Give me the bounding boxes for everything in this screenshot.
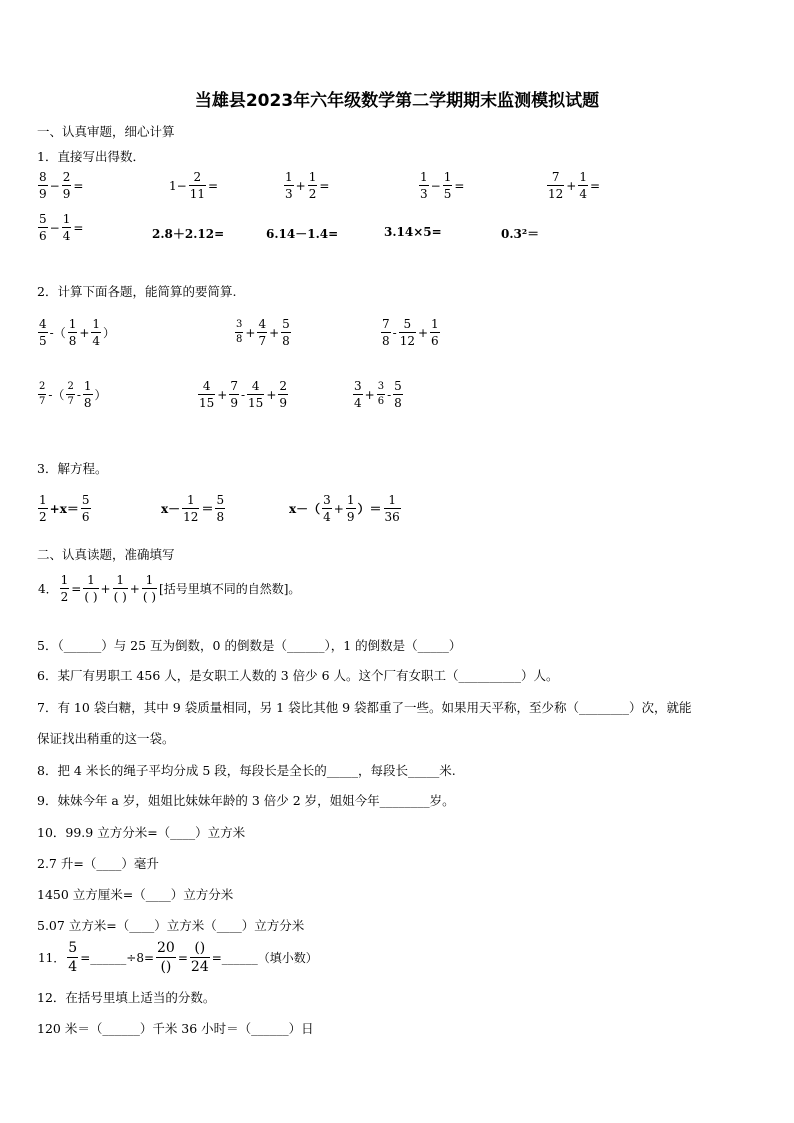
q10-line-1: 10．99.9 立方分米=（____）立方米 xyxy=(37,825,246,840)
q2-expr-3: $\frac{7}{8}$ - $\frac{5}{12}$ + $\frac{1}{6}$ xyxy=(382,317,439,348)
q12-label: 12．在括号里填上适当的分数。 xyxy=(37,990,216,1005)
q1-item-2: 1− $\frac{2}{11}$ = xyxy=(169,170,219,201)
q3-eq-1: $\frac{1}{2}$ +x＝ $\frac{5}{6}$ xyxy=(39,493,90,524)
q1-label: 1．直接写出得数． xyxy=(37,149,145,164)
q3-label: 3．解方程。 xyxy=(37,461,108,476)
q2-expr-6: $\frac{3}{4}$ + $\frac{3}{6}$ - $\frac{5}{8}$ xyxy=(354,379,402,410)
q2-expr-2: $\frac{3}{8}$ + $\frac{4}{7}$ + $\frac{5}{8}$ xyxy=(236,317,290,348)
q6: 6．某厂有男职工 456 人，是女职工人数的 3 倍少 6 人。这个厂有女职工（__________）人。 xyxy=(37,668,559,683)
section-2-heading: 二、认真读题，准确填写 xyxy=(37,547,175,562)
q1-item-10: 0.3²＝ xyxy=(501,227,540,241)
q1-item-5: $\frac{7}{12}$ + $\frac{1}{4}$ = xyxy=(548,170,601,201)
q3-eq-2: x－ $\frac{1}{12}$ ＝ $\frac{5}{8}$ xyxy=(161,493,225,524)
q2-expr-4: $\frac{2}{7}$ -（ $\frac{2}{7}$ - $\frac{1}{8}$ ） xyxy=(39,379,107,410)
q1-item-4: $\frac{1}{3}$ − $\frac{1}{5}$ = xyxy=(420,170,465,201)
section-1-heading: 一、认真审题，细心计算 xyxy=(37,124,175,139)
q1-item-6: $\frac{5}{6}$ − $\frac{1}{4}$ = xyxy=(39,212,84,243)
q4: 4． $\frac{1}{2}$ = $\frac{1}{( )}$ + $\frac{1}{( )}$ + $\frac{1}{( )}$ [括号里填不同的自然数]。 xyxy=(38,573,301,604)
q1-item-9: 3.14×5= xyxy=(384,225,442,239)
q12-line: 120 米＝（______）千米 36 小时＝（______）日 xyxy=(37,1021,314,1036)
q2-expr-5: $\frac{4}{15}$ + $\frac{7}{9}$ - $\frac{4}{15}$ + $\frac{2}{9}$ xyxy=(199,379,288,410)
q10-line-3: 1450 立方厘米=（____）立方分米 xyxy=(37,887,234,902)
q1-item-8: 6.14－1.4= xyxy=(266,227,339,241)
q2-label: 2．计算下面各题，能简算的要简算. xyxy=(37,284,237,299)
q3-eq-3: x－（ $\frac{3}{4}$ + $\frac{1}{9}$ ）＝ $\frac{1}{36}$ xyxy=(289,493,400,524)
q11: 11． $\frac{5}{4}$ =______÷8= $\frac{20}{()}$ = $\frac{()}{24}$ =______（填小数） xyxy=(38,940,318,975)
page-title: 当雄县2023年六年级数学第二学期期末监测模拟试题 xyxy=(194,91,600,111)
q7-line-1: 7．有 10 袋白糖，其中 9 袋质量相同，另 1 袋比其他 9 袋都重了一些。如果用天平称，至少称（________）次，就能 xyxy=(37,700,692,715)
q9: 9．妹妹今年 a 岁，姐姐比妹妹年龄的 3 倍少 2 岁，姐姐今年________岁。 xyxy=(37,793,455,808)
q10-line-4: 5.07 立方米=（____）立方米（____）立方分米 xyxy=(37,918,305,933)
q5: 5．（______）与 25 互为倒数，0 的倒数是（______），1 的倒数是（_____） xyxy=(37,638,462,653)
q7-line-2: 保证找出稍重的这一袋。 xyxy=(37,731,175,746)
q2-expr-1: $\frac{4}{5}$ -（ $\frac{1}{8}$ + $\frac{1}{4}$ ） xyxy=(39,317,116,348)
q1-item-3: $\frac{1}{3}$ + $\frac{1}{2}$ = xyxy=(285,170,330,201)
q1-item-7: 2.8＋2.12= xyxy=(152,227,225,241)
q1-item-1: $\frac{8}{9}$ − $\frac{2}{9}$ = xyxy=(39,170,84,201)
q10-line-2: 2.7 升=（____）毫升 xyxy=(37,856,159,871)
q8: 8．把 4 米长的绳子平均分成 5 段，每段长是全长的_____，每段长_____米. xyxy=(37,763,456,778)
